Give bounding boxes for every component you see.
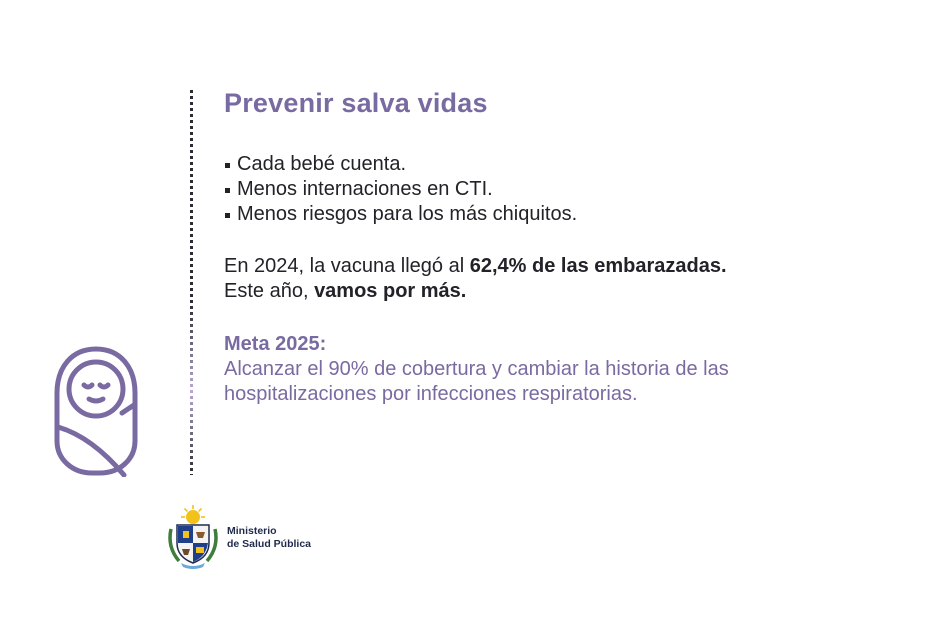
- stat-line1-prefix: En 2024, la vacuna llegó al: [224, 255, 470, 277]
- coverage-statement: [224, 254, 904, 304]
- page-title: Prevenir salva vidas: [224, 88, 488, 118]
- list-item: Menos riesgos para los más chiquitos.: [224, 202, 904, 227]
- goal-text: Alcanzar el 90% de cobertura y cambiar la historia de las hospitalizaciones por infecciones respiratorias.: [224, 358, 729, 405]
- goal-title: Meta 2025:: [224, 333, 327, 355]
- list-item: Cada bebé cuenta.: [224, 152, 904, 177]
- list-item: Menos internaciones en CTI.: [224, 177, 904, 202]
- dotted-divider: [190, 90, 193, 475]
- stat-line1-highlight: 62,4% de las embarazadas.: [469, 255, 727, 277]
- ministry-name: [227, 525, 311, 551]
- main-content: [224, 88, 904, 407]
- ministry-name-line2: de Salud Pública: [227, 538, 312, 550]
- ministry-name-line1: Ministerio: [227, 525, 277, 537]
- swaddled-baby-icon: [52, 345, 140, 477]
- stat-line2-prefix: Este año,: [224, 280, 315, 302]
- uruguay-coat-of-arms-logo: [165, 505, 221, 571]
- ministry-logo: [165, 505, 311, 571]
- benefits-list: [224, 152, 904, 227]
- stat-line2-highlight: vamos por más.: [314, 280, 467, 302]
